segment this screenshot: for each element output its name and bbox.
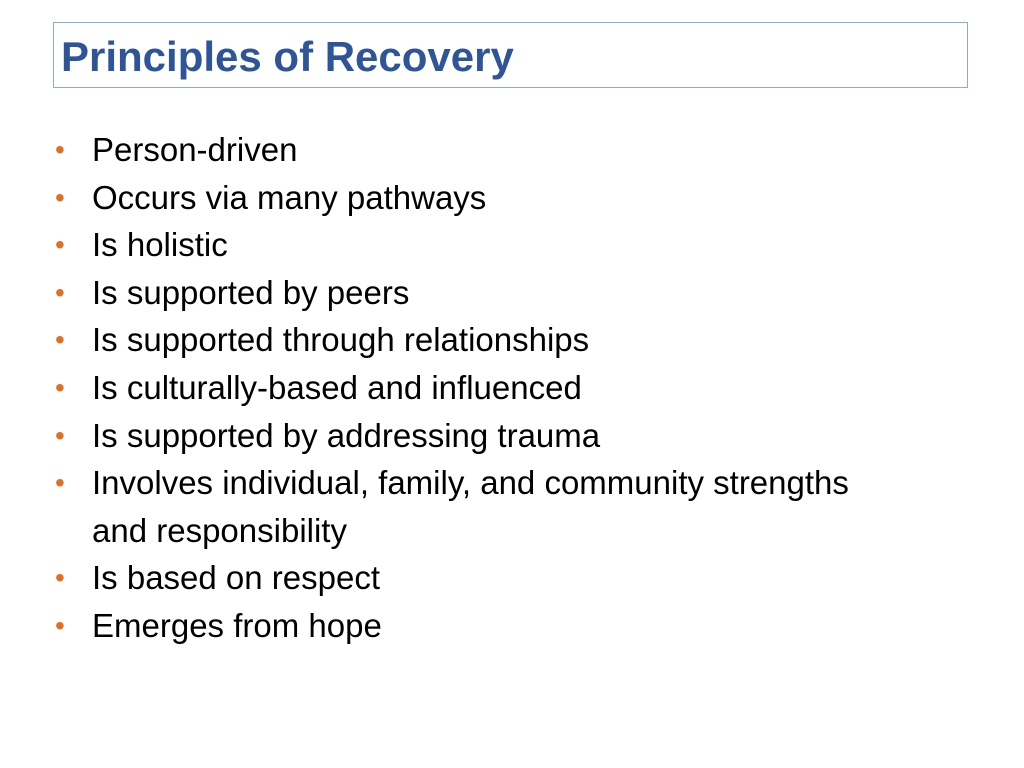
bullet-item [55,554,855,602]
bullet-text: Is based on respect [92,559,381,597]
bullet-text: Emerges from hope [92,606,382,644]
bullet-list [55,126,855,650]
bullet-item [55,269,855,317]
bullet-icon: • [55,562,65,594]
bullet-item [55,126,855,174]
bullet-text: Is supported by addressing trauma [92,416,601,454]
bullet-text: Involves individual, family, and community strengths and responsibility [92,464,849,549]
title-box [53,22,968,88]
bullet-icon: • [55,324,65,356]
bullet-icon: • [55,276,65,308]
bullet-item [55,459,855,554]
bullet-icon: • [55,419,65,451]
bullet-icon: • [55,181,65,213]
bullet-icon: • [55,229,65,261]
bullet-text: Is holistic [92,226,228,264]
bullet-item [55,221,855,269]
bullet-item [55,602,855,650]
bullet-item [55,364,855,412]
bullet-icon: • [55,467,65,499]
bullet-icon: • [55,134,65,165]
bullet-item [55,174,855,222]
bullet-text: Occurs via many pathways [92,178,487,216]
bullet-text: Is supported through relationships [92,321,590,359]
bullet-text: Person-driven [92,131,298,168]
bullet-icon: • [55,371,65,403]
bullet-text: Is culturally-based and influenced [92,368,582,406]
slide-title: Principles of Recovery [61,33,514,80]
bullet-item [55,412,855,460]
bullet-icon: • [55,609,65,641]
bullet-text: Is supported by peers [92,273,410,311]
bullet-item [55,316,855,364]
